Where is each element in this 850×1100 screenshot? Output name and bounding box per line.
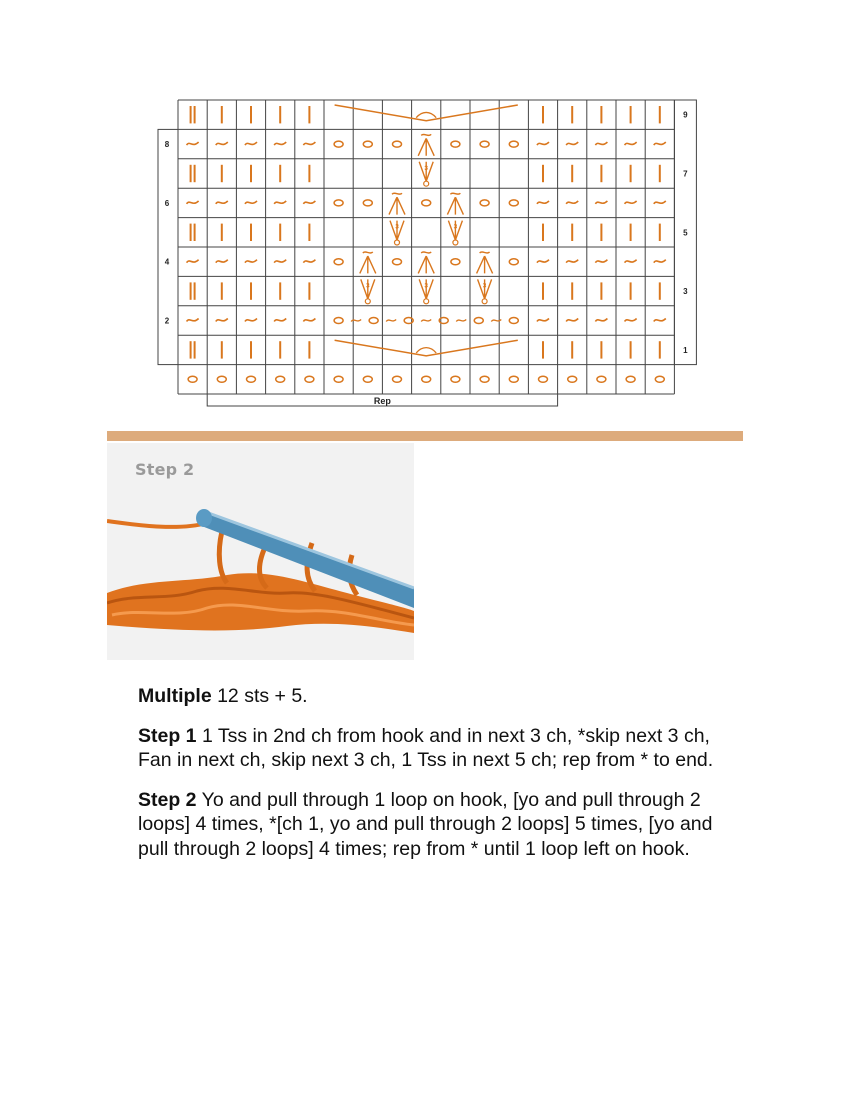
multiple-text: 12 sts + 5. — [211, 685, 308, 707]
chain-oval — [655, 376, 664, 382]
stitch-tilde — [245, 142, 257, 145]
photo-step-label: Step 2 — [135, 460, 195, 479]
chain-oval — [334, 200, 343, 206]
hook-tip — [196, 509, 212, 527]
stitch-tilde — [216, 260, 228, 263]
chain-oval — [626, 376, 635, 382]
stitch-tilde — [595, 260, 607, 263]
step2-text: Yo and pull through 1 loop on hook, [yo and pull through 2 loops] 4 times, *[ch 1, yo and pull through 2 loops] 5 times, [yo and pull through 2 loops] 4 times; rep from * until 1 loop left on hook. — [138, 788, 713, 860]
fan-stitch — [389, 197, 405, 214]
left-number-column — [158, 129, 178, 364]
fan-stitch-top — [450, 193, 460, 194]
stitch-tilde — [245, 201, 257, 204]
chain-oval — [509, 259, 518, 265]
multiple-heading: Multiple — [138, 685, 212, 707]
fan-base-ring — [482, 299, 487, 304]
fan-arc-cap — [416, 348, 436, 353]
stitch-tilde — [386, 320, 396, 322]
stitch-tilde — [216, 319, 228, 322]
fan-stitch — [477, 256, 493, 273]
fan-stitch-top — [392, 193, 402, 194]
row-number-right: 1 — [683, 345, 688, 355]
chain-oval — [597, 376, 606, 382]
stitch-tilde — [245, 319, 257, 322]
chain-oval — [422, 200, 431, 206]
row-number-right: 7 — [683, 169, 688, 179]
chain-oval — [451, 259, 460, 265]
chain-oval — [509, 376, 518, 382]
stitch-tilde — [566, 319, 578, 322]
fan-arc-cap — [416, 112, 436, 117]
stitch-tilde — [654, 201, 666, 204]
stitch-tilde — [303, 319, 315, 322]
stitch-tilde — [187, 142, 199, 145]
step2-paragraph — [138, 788, 748, 862]
chain-oval — [474, 318, 483, 324]
stitch-tilde — [625, 260, 637, 263]
fan-stitch — [447, 197, 463, 214]
stitch-tilde — [654, 260, 666, 263]
chain-oval — [509, 318, 518, 324]
chain-oval — [451, 376, 460, 382]
stitch-tilde — [187, 201, 199, 204]
chain-oval — [363, 141, 372, 147]
stitch-tilde — [245, 260, 257, 263]
step-photo — [107, 443, 414, 660]
fan-stitch-top — [421, 252, 431, 253]
stitch-tilde — [595, 142, 607, 145]
fan-count-label: 3 — [424, 282, 429, 290]
chain-oval — [217, 376, 226, 382]
stitch-tilde — [274, 142, 286, 145]
fan-count-label: 3 — [453, 223, 458, 231]
stitch-tilde — [566, 201, 578, 204]
step1-heading: Step 1 — [138, 724, 197, 747]
stitch-tilde — [216, 142, 228, 145]
chain-oval — [480, 200, 489, 206]
chain-oval — [363, 376, 372, 382]
chain-oval — [369, 318, 378, 324]
fan-stitch-top — [421, 134, 431, 135]
fan-stitch — [418, 256, 434, 273]
row-number-right: 9 — [683, 110, 688, 120]
step2-heading: Step 2 — [138, 788, 197, 811]
chain-oval — [509, 141, 518, 147]
step1-text: 1 Tss in 2nd ch from hook and in next 3 ch, *skip next 3 ch, Fan in next ch, skip next 3 ch, 1 Tss in next 5 ch; rep from * to end. — [138, 724, 714, 771]
chain-oval — [539, 376, 548, 382]
chain-oval — [334, 259, 343, 265]
stitch-tilde — [456, 320, 466, 322]
stitch-tilde — [537, 319, 549, 322]
fan-count-label: 3 — [424, 164, 429, 172]
chain-oval — [247, 376, 256, 382]
stitch-tilde — [303, 201, 315, 204]
section-divider — [107, 431, 743, 441]
row-number-left: 8 — [164, 140, 170, 150]
multiple-paragraph — [138, 684, 748, 709]
stitch-tilde — [274, 201, 286, 204]
stitch-tilde — [421, 320, 431, 322]
stitch-tilde — [491, 320, 501, 322]
chain-oval — [509, 200, 518, 206]
chain-oval — [480, 141, 489, 147]
chain-oval — [451, 141, 460, 147]
chain-oval — [188, 376, 197, 382]
chain-oval — [568, 376, 577, 382]
chain-oval — [334, 376, 343, 382]
chain-oval — [305, 376, 314, 382]
fan-stitch — [418, 138, 434, 155]
chain-oval — [334, 141, 343, 147]
fan-base-ring — [424, 181, 429, 186]
chain-oval — [276, 376, 285, 382]
chain-oval — [393, 376, 402, 382]
working-yarn — [107, 521, 207, 527]
fan-base-ring — [395, 240, 400, 245]
fan-stitch-top — [480, 252, 490, 253]
step1-paragraph — [138, 724, 748, 773]
stitch-tilde — [303, 260, 315, 263]
stitch-tilde — [274, 260, 286, 263]
stitch-tilde — [274, 319, 286, 322]
chain-oval — [480, 376, 489, 382]
stitch-tilde — [187, 319, 199, 322]
stitch-tilde — [303, 142, 315, 145]
fan-count-label: 3 — [365, 282, 370, 290]
fan-base-ring — [453, 240, 458, 245]
stitch-tilde — [566, 260, 578, 263]
stitch-tilde — [625, 319, 637, 322]
chain-oval — [334, 318, 343, 324]
stitch-tilde — [595, 201, 607, 204]
stitch-tilde — [537, 142, 549, 145]
chain-oval — [393, 259, 402, 265]
pattern-instructions — [138, 684, 748, 876]
stitch-tilde — [595, 319, 607, 322]
yarn-loop — [219, 531, 227, 583]
chain-oval — [422, 376, 431, 382]
stitch-tilde — [654, 319, 666, 322]
stitch-tilde — [625, 142, 637, 145]
row-number-right: 3 — [683, 287, 688, 297]
repeat-label: Rep — [373, 396, 391, 406]
stitch-tilde — [566, 142, 578, 145]
row-number-left: 2 — [164, 316, 170, 326]
stitch-tilde — [537, 201, 549, 204]
stitch-tilde — [187, 260, 199, 263]
fan-count-label: 3 — [482, 282, 487, 290]
stitch-tilde — [537, 260, 549, 263]
row-number-right: 5 — [683, 228, 688, 238]
crochet-stitch-chart — [150, 95, 710, 410]
stitch-tilde — [216, 201, 228, 204]
row-number-left: 4 — [164, 257, 170, 267]
stitch-tilde — [625, 201, 637, 204]
fan-stitch — [360, 256, 376, 273]
fan-stitch-top — [363, 252, 373, 253]
stitch-tilde — [654, 142, 666, 145]
fan-count-label: 3 — [395, 223, 399, 231]
chain-oval — [363, 200, 372, 206]
stitch-tilde — [351, 320, 361, 322]
row-number-left: 6 — [164, 198, 170, 208]
chain-oval — [393, 141, 402, 147]
fan-base-ring — [365, 299, 370, 304]
fan-base-ring — [424, 299, 429, 304]
